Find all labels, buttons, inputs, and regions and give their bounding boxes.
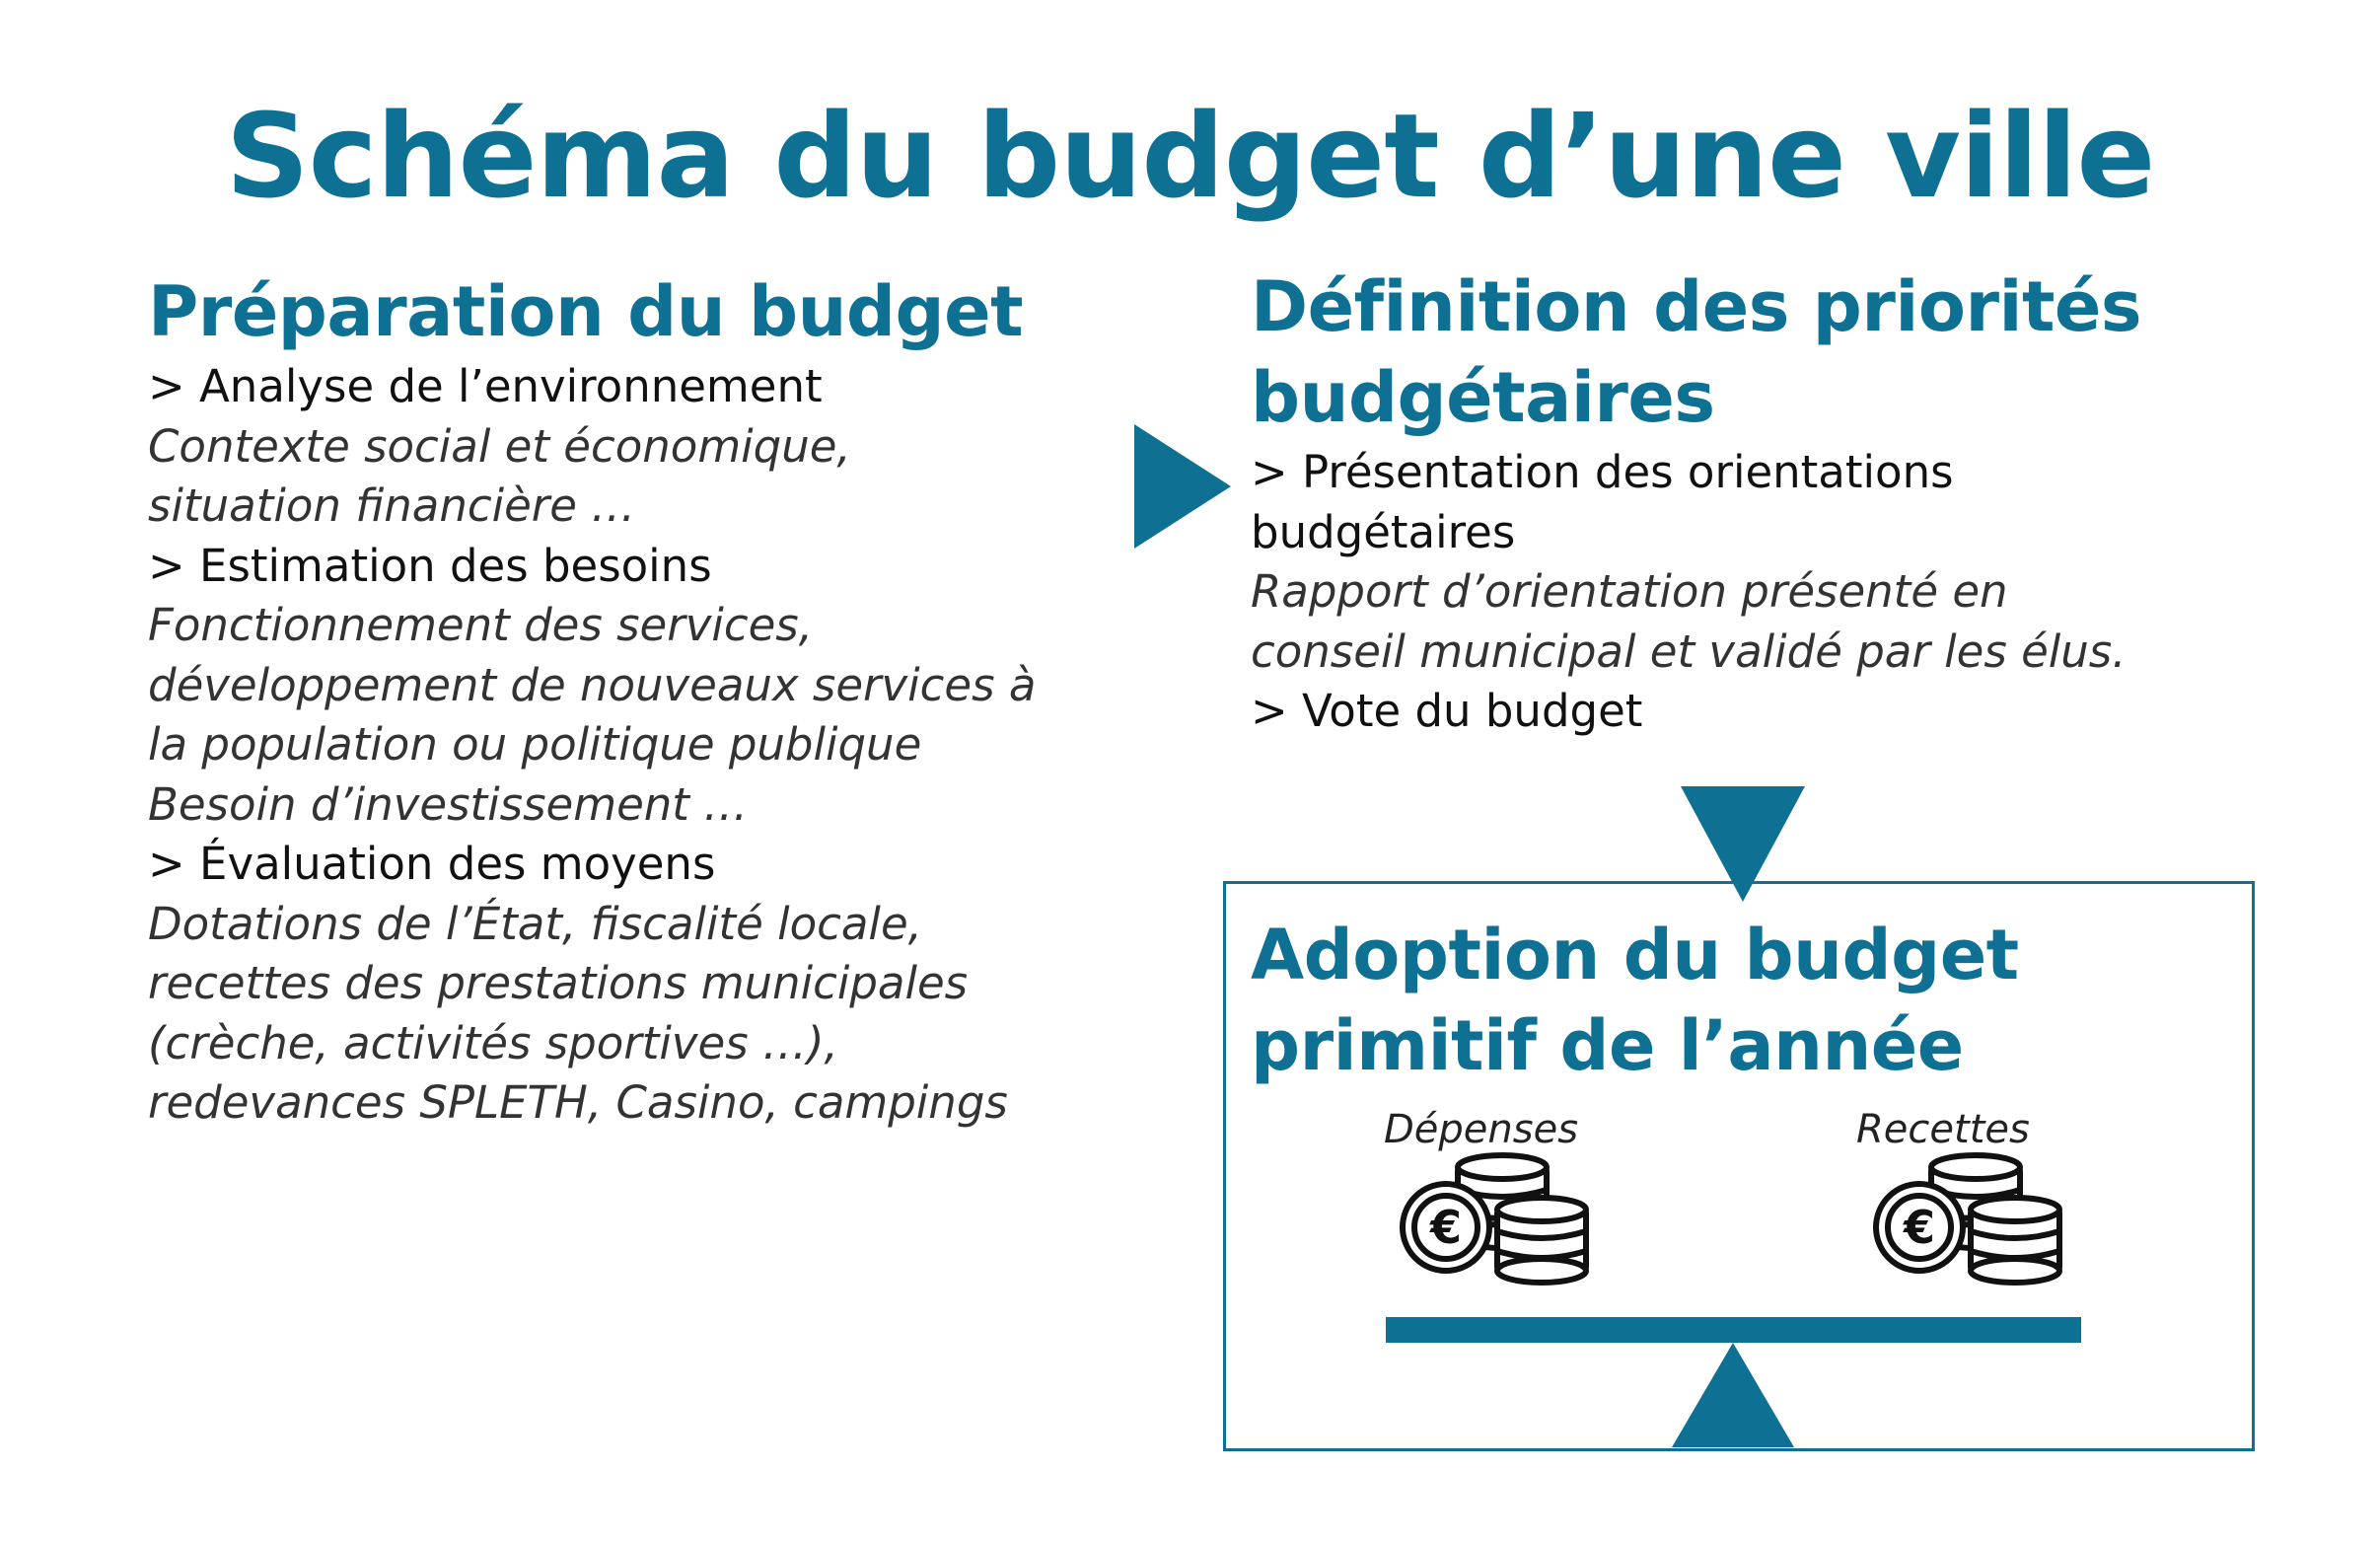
balance-fulcrum bbox=[1672, 1343, 1794, 1447]
preparation-line: > Analyse de l’environnement bbox=[148, 360, 823, 412]
coins-euro-icon bbox=[1872, 1152, 2064, 1286]
adoption-heading-line1: Adoption du budget bbox=[1251, 915, 2019, 995]
preparation-line: la population ou politique publique bbox=[148, 718, 922, 771]
priorities-line: Rapport d’orientation présenté en bbox=[1251, 565, 2008, 618]
preparation-line: Dotations de l’État, fiscalité locale, bbox=[148, 897, 922, 950]
preparation-line: Contexte social et économique, bbox=[148, 419, 851, 473]
preparation-line: Besoin d’investissement … bbox=[148, 777, 749, 831]
priorities-line: > Présentation des orientations bbox=[1251, 446, 1954, 498]
balance-scale-icon bbox=[1386, 1317, 2081, 1451]
preparation-heading: Préparation du budget bbox=[148, 271, 1024, 352]
preparation-section bbox=[148, 266, 1134, 1134]
revenues-label: Recettes bbox=[1856, 1107, 2030, 1152]
arrow-right-icon bbox=[1134, 424, 1231, 549]
balance-beam bbox=[1386, 1317, 2081, 1343]
priorities-heading-line1: Définition des priorités bbox=[1251, 266, 2142, 347]
preparation-line: développement de nouveaux services à bbox=[148, 658, 1037, 711]
euro-symbol: € bbox=[1903, 1201, 1936, 1254]
adoption-heading-line2: primitif de l’année bbox=[1251, 1005, 1964, 1086]
preparation-line: (crèche, activités sportives …), bbox=[148, 1016, 838, 1069]
euro-symbol: € bbox=[1429, 1201, 1463, 1254]
priorities-line: > Vote du budget bbox=[1251, 685, 1643, 737]
page-title: Schéma du budget d’une ville bbox=[225, 88, 2155, 224]
preparation-line: > Évaluation des moyens bbox=[148, 838, 716, 890]
arrow-down-icon bbox=[1681, 786, 1805, 902]
preparation-line: redevances SPLETH, Casino, campings bbox=[148, 1076, 1008, 1129]
priorities-line: budgétaires bbox=[1251, 505, 1516, 558]
coins-euro-icon bbox=[1399, 1152, 1591, 1286]
priorities-lines bbox=[1251, 443, 2286, 742]
priorities-section bbox=[1251, 261, 2286, 742]
expenses-label: Dépenses bbox=[1384, 1107, 1579, 1152]
preparation-line: > Estimation des besoins bbox=[148, 539, 712, 592]
priorities-heading-line2: budgétaires bbox=[1251, 357, 1715, 438]
preparation-lines bbox=[148, 357, 1134, 1134]
preparation-line: recettes des prestations municipales bbox=[148, 957, 969, 1009]
adoption-section bbox=[1251, 910, 2237, 1091]
preparation-line: situation financière … bbox=[148, 479, 636, 532]
preparation-line: Fonctionnement des services, bbox=[148, 599, 814, 651]
priorities-line: conseil municipal et validé par les élus. bbox=[1251, 625, 2127, 678]
